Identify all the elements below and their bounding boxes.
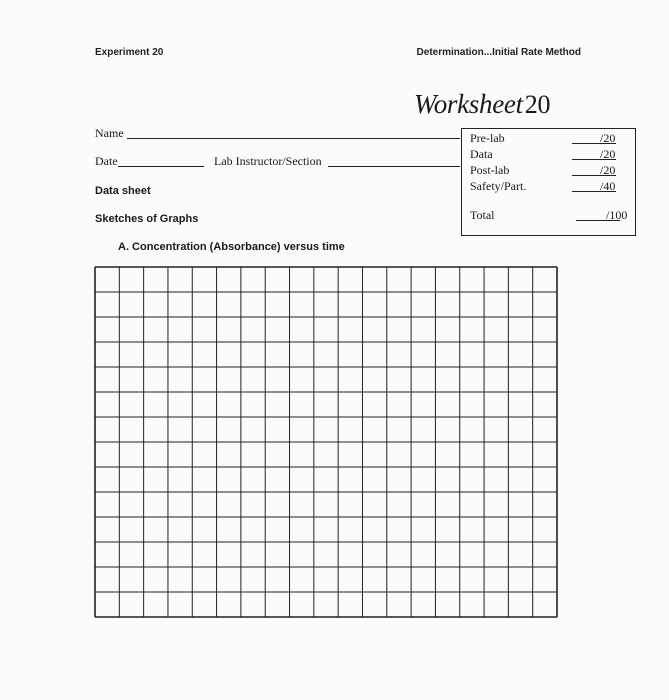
- grade-row-total: [470, 208, 630, 224]
- experiment-header: Experiment 20: [95, 47, 164, 58]
- name-label: Name: [95, 126, 124, 140]
- grade-score: /20: [600, 147, 616, 161]
- grade-box: [461, 128, 636, 236]
- grade-score: /100: [606, 208, 628, 222]
- grade-row-data: [470, 147, 630, 163]
- grade-label: Pre-lab: [470, 131, 505, 145]
- grade-score: /20: [600, 163, 616, 177]
- date-label: Date: [95, 154, 118, 168]
- graph-a-caption: A. Concentration (Absorbance) versus time: [118, 241, 345, 253]
- grade-row-safety: [470, 179, 630, 195]
- grade-row-prelab: [470, 131, 630, 147]
- graph-grid[interactable]: [94, 266, 558, 618]
- grade-label: Total: [470, 208, 495, 222]
- grade-row-postlab: [470, 163, 630, 179]
- instructor-field-line[interactable]: [328, 166, 460, 167]
- grade-score: /40: [600, 179, 616, 193]
- data-sheet-heading: Data sheet: [95, 185, 151, 197]
- experiment-title-header: Determination...Initial Rate Method: [416, 47, 581, 58]
- name-field-line[interactable]: [127, 138, 460, 139]
- worksheet-title-number: 20: [524, 90, 551, 119]
- grade-label: Safety/Part.: [470, 179, 527, 193]
- worksheet-title: [414, 89, 550, 120]
- grade-label: Data: [470, 147, 493, 161]
- date-field-line[interactable]: [118, 166, 204, 167]
- instructor-label: Lab Instructor/Section: [214, 154, 322, 168]
- worksheet-title-word: Worksheet: [414, 89, 523, 119]
- graph-grid-container: [94, 266, 558, 618]
- grade-label: Post-lab: [470, 163, 510, 177]
- sketches-heading: Sketches of Graphs: [95, 213, 199, 225]
- grade-score: /20: [600, 131, 616, 145]
